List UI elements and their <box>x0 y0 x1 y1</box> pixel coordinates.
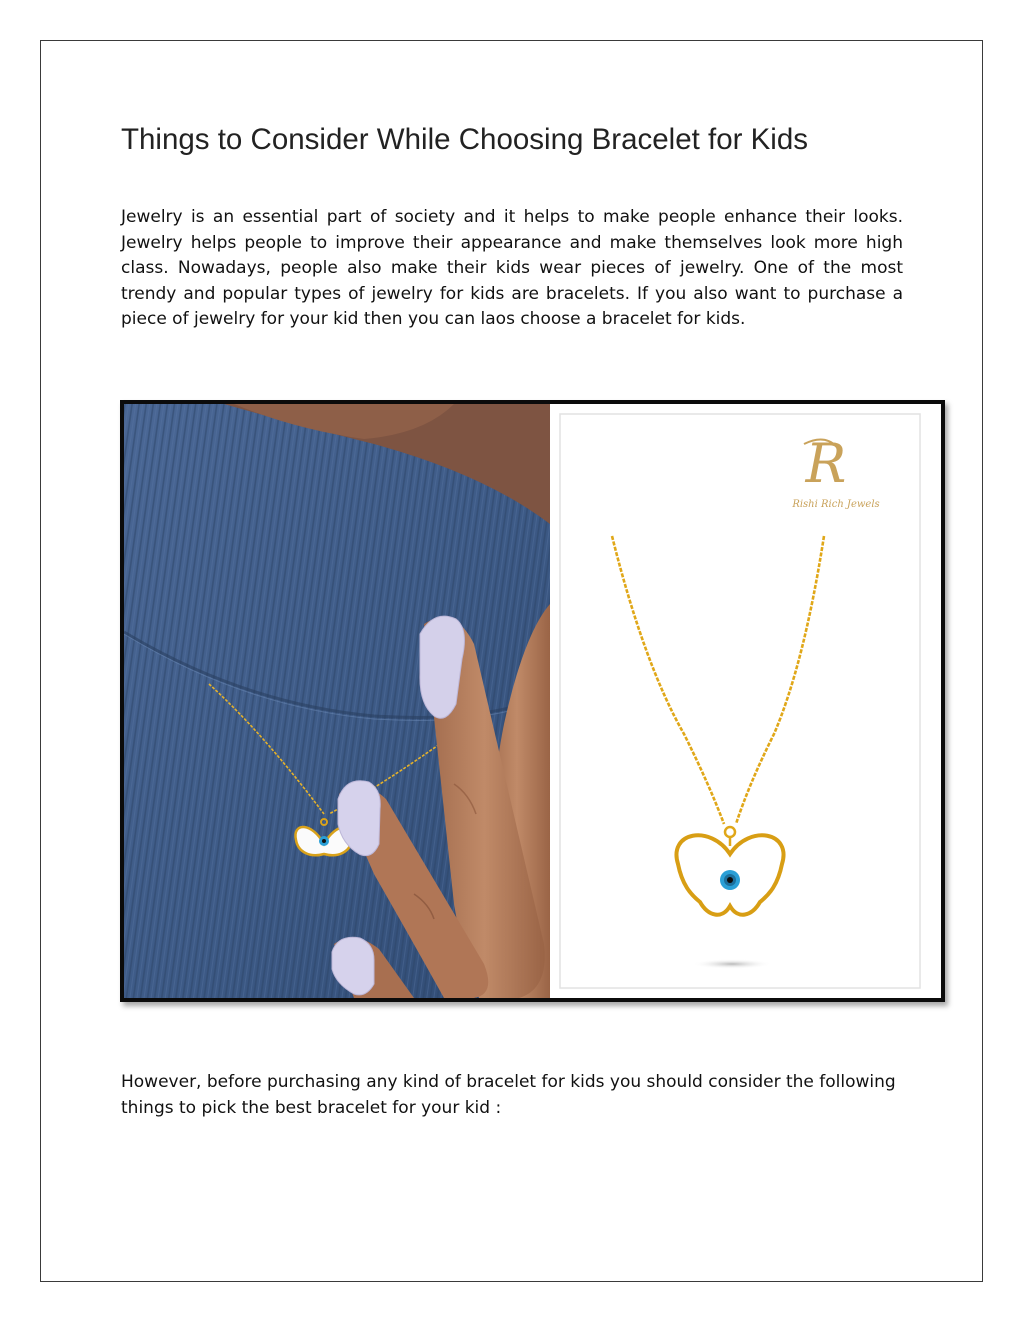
product-shot-panel <box>552 404 941 998</box>
svg-text:Rishi Rich Jewels: Rishi Rich Jewels <box>792 499 880 510</box>
worn-necklace-photo <box>124 404 550 998</box>
svg-text:R: R <box>805 432 847 495</box>
page-title: Things to Consider While Choosing Bracelet for Kids <box>121 123 809 156</box>
intro-paragraph: Jewelry is an essential part of society and it helps to make people enhance their looks. Jewelry helps people to improve their appearance and make themselves look more high class. Nowadays, people also make their kids wear pieces of jewelry. One of the most trendy and popular types of jewelry for kids are bracelets. If you also want to purchase a piece of jewelry for your kid then you can laos choose a bracelet for kids. <box>121 207 903 330</box>
product-photo <box>120 400 945 1002</box>
outro-paragraph: However, before purchasing any kind of bracelet for kids you should consider the following things to pick the best bracelet for your kid : <box>121 1072 896 1118</box>
